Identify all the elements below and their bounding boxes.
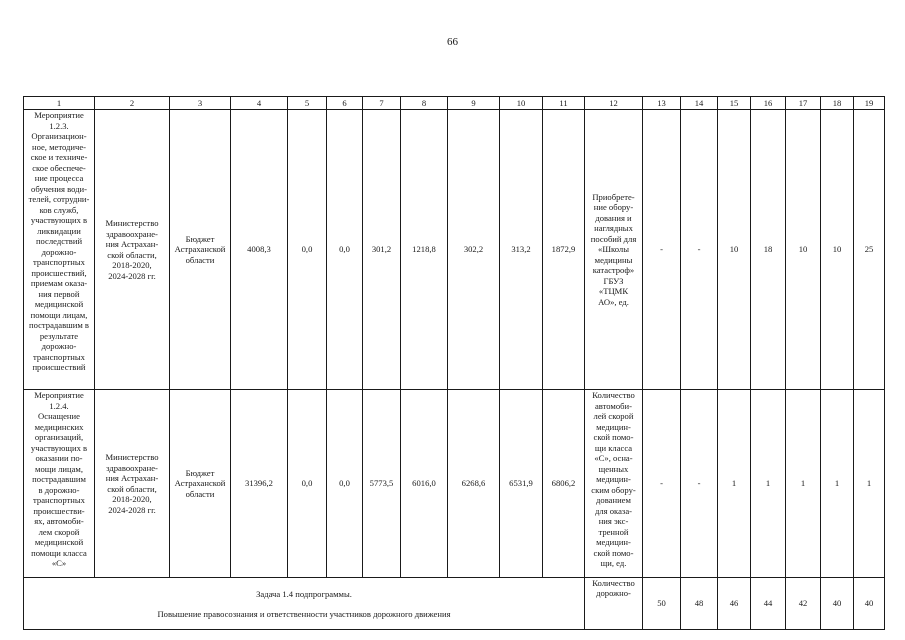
year-value-cell: 1872,9 bbox=[543, 110, 585, 390]
funding-source-cell: Бюджет Астраханской области bbox=[170, 390, 231, 578]
task-heading-cell bbox=[24, 578, 585, 630]
indicator-value-cell: 1 bbox=[821, 390, 854, 578]
funding-source-cell: Бюджет Астраханской области bbox=[170, 110, 231, 390]
indicator-value-cell: 25 bbox=[854, 110, 885, 390]
header-cell: 3 bbox=[170, 97, 231, 110]
executor-cell: Министерство здравоохране- ния Астрахан- ской области, 2018-2020, 2024-2028 гг. bbox=[95, 390, 170, 578]
header-cell: 9 bbox=[448, 97, 500, 110]
year-value-cell: 302,2 bbox=[448, 110, 500, 390]
year-value-cell: 0,0 bbox=[288, 390, 327, 578]
year-value-cell: 6268,6 bbox=[448, 390, 500, 578]
year-value-cell: 1218,8 bbox=[401, 110, 448, 390]
indicator-value-cell: - bbox=[681, 390, 718, 578]
indicator-value-cell: 48 bbox=[681, 578, 718, 630]
executor-cell: Министерство здравоохране- ния Астрахан- ской области, 2018-2020, 2024-2028 гг. bbox=[95, 110, 170, 390]
year-value-cell: 0,0 bbox=[327, 110, 363, 390]
year-value-cell: 0,0 bbox=[288, 110, 327, 390]
header-cell: 11 bbox=[543, 97, 585, 110]
header-cell: 5 bbox=[288, 97, 327, 110]
header-cell: 18 bbox=[821, 97, 854, 110]
year-value-cell: 6016,0 bbox=[401, 390, 448, 578]
year-value-cell: 313,2 bbox=[500, 110, 543, 390]
task-subtitle: Повышение правосознания и ответственности участников дорожного движения bbox=[157, 609, 451, 619]
header-cell: 13 bbox=[643, 97, 681, 110]
total-cell: 4008,3 bbox=[231, 110, 288, 390]
header-row bbox=[24, 97, 885, 110]
header-cell: 19 bbox=[854, 97, 885, 110]
year-value-cell: 0,0 bbox=[327, 390, 363, 578]
indicator-value-cell: 10 bbox=[786, 110, 821, 390]
header-cell: 16 bbox=[751, 97, 786, 110]
indicator-value-cell: 1 bbox=[786, 390, 821, 578]
indicator-cell: Приобрете- ние обору- дования и наглядных пособий для «Школы медицины катастроф» ГБУЗ «ТЦМК АО», ед. bbox=[585, 110, 643, 390]
header-cell: 10 bbox=[500, 97, 543, 110]
measure-cell: Мероприятие 1.2.4. Оснащение медицинских организаций, участвующих в оказании по- мощи лицам, пострадавшим в дорожно- транспортных происшестви- ях, автомоби- лем скорой медицинской помощи класса «С» bbox=[24, 390, 95, 578]
total-cell: 31396,2 bbox=[231, 390, 288, 578]
header-cell: 14 bbox=[681, 97, 718, 110]
header-cell: 1 bbox=[24, 97, 95, 110]
indicator-value-cell: 40 bbox=[821, 578, 854, 630]
header-cell: 15 bbox=[718, 97, 751, 110]
indicator-value-cell: 50 bbox=[643, 578, 681, 630]
indicator-value-cell: 1 bbox=[751, 390, 786, 578]
header-cell: 6 bbox=[327, 97, 363, 110]
header-cell: 7 bbox=[363, 97, 401, 110]
indicator-value-cell: 42 bbox=[786, 578, 821, 630]
indicator-value-cell: 10 bbox=[821, 110, 854, 390]
year-value-cell: 5773,5 bbox=[363, 390, 401, 578]
header-cell: 12 bbox=[585, 97, 643, 110]
indicator-value-cell: 1 bbox=[718, 390, 751, 578]
indicator-value-cell: - bbox=[681, 110, 718, 390]
indicator-value-cell: 46 bbox=[718, 578, 751, 630]
program-table bbox=[23, 96, 885, 630]
page-number: 66 bbox=[447, 36, 458, 48]
year-value-cell: 301,2 bbox=[363, 110, 401, 390]
measure-cell: Мероприятие 1.2.3. Организацион- ное, методиче- ское и техниче- ское обеспече- ние процесса обучения води- телей, сотрудни- ков служб, участвующих в ликвидации последствий дорожно- транспортных происшествий, приемам оказа- ния первой медицинской помощи лицам, пострадавшим в результате дорожно- транспортных происшествий bbox=[24, 110, 95, 390]
indicator-value-cell: - bbox=[643, 110, 681, 390]
header-cell: 2 bbox=[95, 97, 170, 110]
header-cell: 17 bbox=[786, 97, 821, 110]
indicator-value-cell: 18 bbox=[751, 110, 786, 390]
header-cell: 4 bbox=[231, 97, 288, 110]
year-value-cell: 6531,9 bbox=[500, 390, 543, 578]
table-row bbox=[24, 110, 885, 390]
indicator-value-cell: 10 bbox=[718, 110, 751, 390]
indicator-value-cell: 40 bbox=[854, 578, 885, 630]
year-value-cell: 6806,2 bbox=[543, 390, 585, 578]
indicator-value-cell: 1 bbox=[854, 390, 885, 578]
indicator-cell: Количество автомоби- лей скорой медицин- ской помо- щи класса «С», осна- щенных медицин- ским обору- дованием для оказа- ния экс- тренной медицин- ской помо- щи, ед. bbox=[585, 390, 643, 578]
indicator-value-cell: 44 bbox=[751, 578, 786, 630]
task-row bbox=[24, 578, 885, 630]
header-cell: 8 bbox=[401, 97, 448, 110]
task-title: Задача 1.4 подпрограммы. bbox=[256, 589, 352, 599]
table-row bbox=[24, 390, 885, 578]
indicator-value-cell: - bbox=[643, 390, 681, 578]
indicator-cell: Количество дорожно- bbox=[585, 578, 643, 630]
